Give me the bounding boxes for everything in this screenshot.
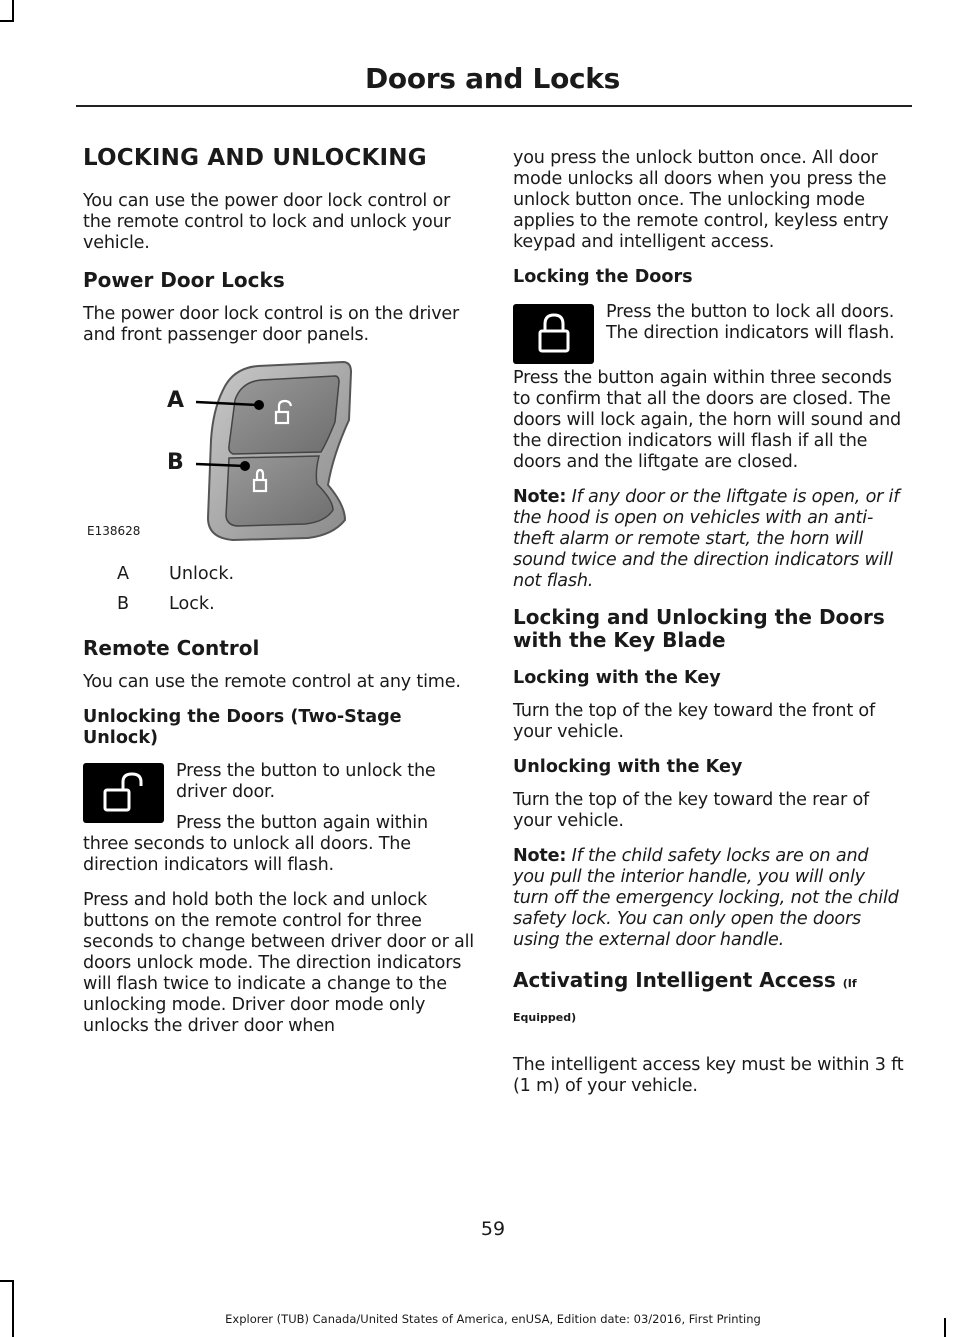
section-title: LOCKING AND UNLOCKING — [83, 145, 427, 171]
crop-mark — [0, 20, 14, 22]
crop-mark — [12, 1280, 14, 1337]
unlocking-with-key-heading: Unlocking with the Key — [513, 757, 743, 777]
locking-block — [513, 302, 905, 368]
remote-control-heading: Remote Control — [83, 636, 260, 660]
footer-text: Explorer (TUB) Canada/United States of America, enUSA, Edition date: 03/2016, First Printing — [225, 1312, 761, 1326]
right-column — [513, 148, 905, 1111]
if-equipped-label: (If Equipped) — [513, 977, 857, 1024]
header-rule — [76, 105, 912, 107]
unlock-mode-text: Press and hold both the lock and unlock buttons on the remote control for three seconds to change between driver door or all doors unlock mode. The direction indicators will flash twice to indicate a change to the unlocking mode. Driver door mode only unlocks the driver door when — [83, 890, 474, 1036]
figure-code: E138628 — [87, 524, 141, 538]
locking-text-2: Press the button again within three seconds to confirm that all the doors are closed. The doors will lock again, the horn will sound and the direction indicators will flash if all the doors and the liftgate are closed. — [513, 368, 901, 472]
unlock-text-2: Press the button again within three seconds to unlock all doors. The direction indicators will flash. — [83, 813, 428, 875]
page-header-title: Doors and Locks — [364, 62, 620, 95]
callout-label-a: A — [167, 388, 185, 413]
note-2 — [513, 846, 905, 951]
unlock-mode-continued: you press the unlock button once. All door mode unlocks all doors when you press the unlock button once. The unlocking mode applies to the remote control, keyless entry keypad and intelligent access. — [513, 148, 889, 252]
note-text: If any door or the liftgate is open, or if the hood is open on vehicles with an anti-theft alarm or remote start, the horn will sound twice and the direction indicators will not flash. — [513, 487, 900, 591]
door-switch-illustration — [83, 360, 475, 550]
crop-mark — [12, 0, 14, 22]
intelligent-access-text: The intelligent access key must be within 3 ft (1 m) of your vehicle. — [513, 1055, 904, 1096]
power-door-locks-text: The power door lock control is on the driver and front passenger door panels. — [83, 304, 460, 345]
legend-key: B — [117, 594, 130, 614]
locking-with-key-text: Turn the top of the key toward the front of your vehicle. — [513, 701, 875, 742]
lock-padlock-icon — [513, 304, 594, 364]
locking-text-1: Press the button to lock all doors. The direction indicators will flash. — [606, 302, 895, 343]
legend-text: Lock. — [169, 594, 215, 614]
key-blade-heading: Locking and Unlocking the Doors with the Key Blade — [513, 605, 885, 652]
locking-doors-heading: Locking the Doors — [513, 267, 693, 287]
locking-with-key-heading: Locking with the Key — [513, 668, 721, 688]
unlocking-with-key-text: Turn the top of the key toward the rear of your vehicle. — [513, 790, 870, 831]
note-text: If the child safety locks are on and you pull the interior handle, you will only turn off the emergency locking, not the child safety lock. You can only open the doors using the external door handle. — [513, 846, 899, 950]
unlock-block — [83, 761, 475, 890]
legend-row-a — [83, 564, 475, 584]
page-number: 59 — [480, 1218, 506, 1240]
intelligent-access-title: Activating Intelligent Access — [513, 968, 836, 992]
crop-mark — [0, 1280, 14, 1282]
power-door-locks-heading: Power Door Locks — [83, 268, 285, 292]
unlocking-doors-heading: Unlocking the Doors (Two-Stage Unlock) — [83, 707, 402, 748]
unlock-padlock-icon — [83, 763, 164, 823]
remote-control-text: You can use the remote control at any time. — [83, 672, 461, 692]
unlock-text-1: Press the button to unlock the driver door. — [176, 761, 436, 802]
legend-row-b — [83, 594, 475, 614]
callout-label-b: B — [167, 450, 184, 475]
left-column — [83, 145, 475, 1051]
intro-paragraph: You can use the power door lock control or the remote control to lock and unlock your vehicle. — [83, 191, 451, 253]
door-lock-control-figure — [83, 360, 475, 550]
note-1 — [513, 487, 905, 592]
note-label: Note: — [513, 846, 567, 866]
note-label: Note: — [513, 487, 567, 507]
legend-text: Unlock. — [169, 564, 235, 584]
intelligent-access-heading — [513, 965, 905, 1033]
legend-key: A — [117, 564, 130, 584]
